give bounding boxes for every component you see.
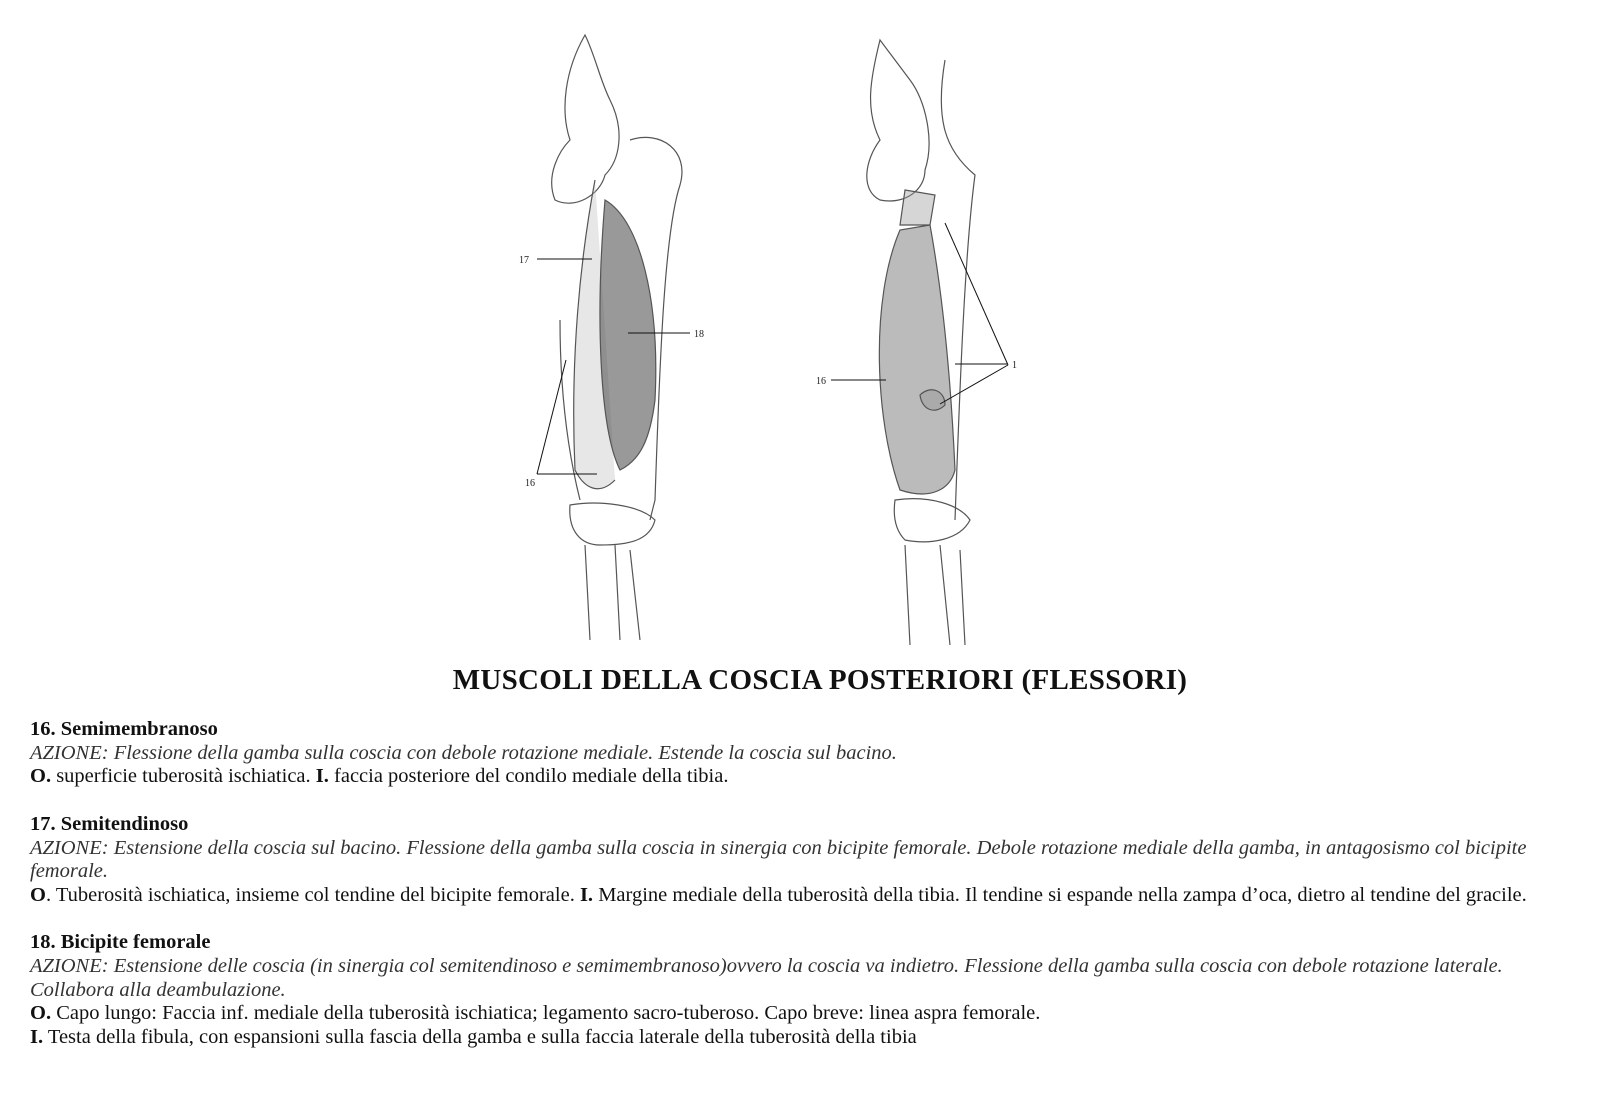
origin-insertion: [30, 884, 1580, 908]
action-text: AZIONE: Estensione della coscia sul bacino. Flessione della gamba sulla coscia in sinergia con bicipite femorale. Debole rotazione mediale della gamba, in antagosismo col bicipite femorale.: [30, 836, 1527, 883]
origin-text: Capo lungo: Faccia inf. mediale della tuberosità ischiatica; legamento sacro-tuberoso. Capo breve: linea aspra femorale.: [51, 1002, 1041, 1025]
right-leg-drawing: [867, 40, 975, 645]
insertion-label: I.: [579, 883, 594, 906]
section-heading: 16. Semimembranoso: [30, 718, 218, 740]
section-heading: 17. Semitendinoso: [30, 812, 189, 835]
origin-line: [30, 1002, 1580, 1026]
insertion-label: I.: [315, 765, 329, 788]
section-heading: 18. Bicipite femorale: [30, 931, 211, 954]
insertion-line: [30, 1026, 1580, 1050]
insertion-text: Margine mediale della tuberosità della tibia. Il tendine si espande nella zampa d’oca, dietro al tendine del gracile.: [593, 883, 1527, 906]
section-semitendinoso: [30, 813, 1580, 908]
section-semimembranoso: [30, 718, 1580, 789]
left-leg-drawing: [552, 35, 682, 640]
label-16-right: 16: [816, 376, 826, 387]
label-17: 17: [519, 255, 529, 266]
anatomical-illustration: [480, 30, 1100, 670]
origin-label: O.: [30, 1002, 52, 1025]
insertion-text: Testa della fibula, con espansioni sulla fascia della gamba e sulla faccia laterale della tuberosità della tibia: [43, 1026, 917, 1049]
action-text: AZIONE: Flessione della gamba sulla coscia con debole rotazione mediale. Estende la coscia sul bacino.: [30, 741, 897, 764]
section-bicipite-femorale: [30, 931, 1580, 1050]
muscle-descriptions: [30, 718, 1580, 1074]
origin-insertion: [30, 765, 1580, 789]
origin-text: superficie tuberosità ischiatica.: [51, 765, 316, 788]
origin-label: O: [30, 883, 46, 906]
page-title: MUSCOLI DELLA COSCIA POSTERIORI (FLESSORI): [452, 664, 1188, 696]
origin-label: O.: [30, 765, 52, 788]
insertion-text: faccia posteriore del condilo mediale della tibia.: [328, 765, 729, 788]
action-text: AZIONE: Estensione delle coscia (in sinergia col semitendinoso e semimembranoso)ovvero la coscia va indietro. Flessione della gamba sulla coscia con debole rotazione laterale. Collabora alla deambulazione.: [30, 955, 1503, 1001]
label-18: 18: [694, 329, 704, 340]
insertion-label: I.: [30, 1026, 44, 1049]
label-1-cropped: 1: [1012, 360, 1017, 371]
label-16-left: 16: [525, 478, 535, 489]
origin-text: . Tuberosità ischiatica, insieme col tendine del bicipite femorale.: [45, 883, 580, 906]
